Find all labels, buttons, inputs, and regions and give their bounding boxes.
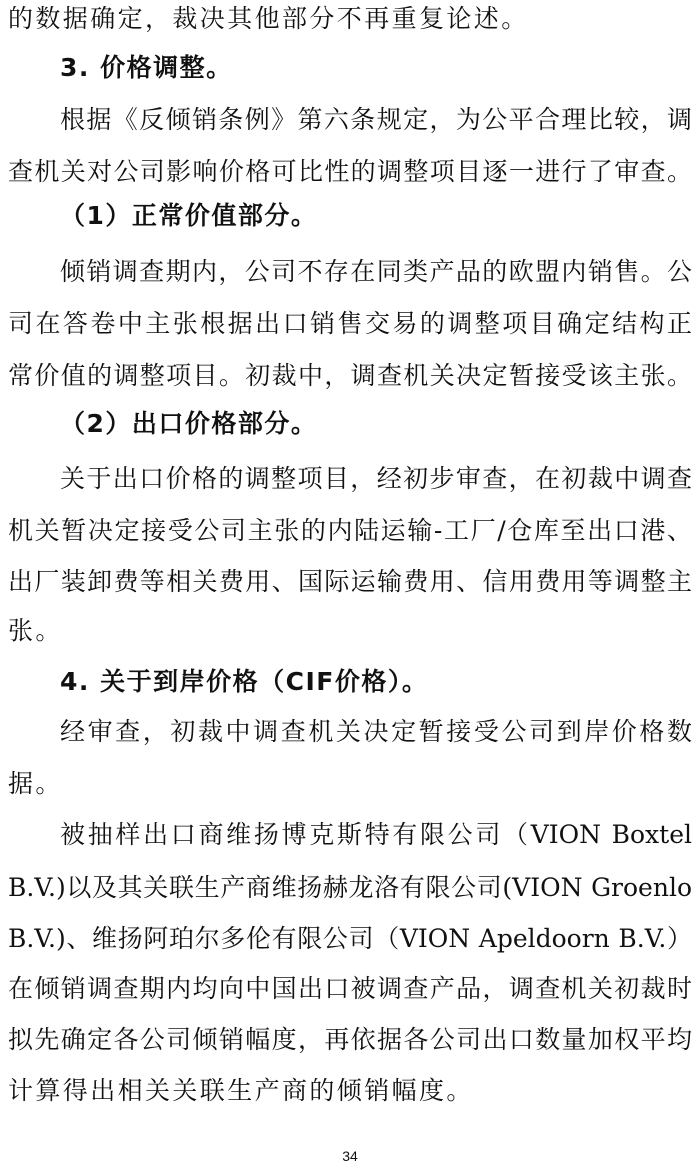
paragraph-line: 被抽样出口商维扬博克斯特有限公司（VION Boxtel [60, 820, 692, 849]
paragraph-line: 根据《反倾销条例》第六条规定，为公平合理比较，调 [60, 105, 692, 134]
paragraph-line: 常价值的调整项目。初裁中，调查机关决定暂接受该主张。 [8, 361, 692, 390]
paragraph-line: 司在答卷中主张根据出口销售交易的调整项目确定结构正 [8, 309, 692, 338]
section-heading-cif-price: 4. 关于到岸价格（CIF价格）。 [60, 667, 429, 696]
paragraph-line: 查机关对公司影响价格可比性的调整项目逐一进行了审查。 [8, 157, 692, 186]
paragraph-line: 机关暂决定接受公司主张的内陆运输-工厂/仓库至出口港、 [8, 516, 692, 545]
paragraph-line: 张。 [8, 616, 63, 645]
paragraph-line: 在倾销调查期内均向中国出口被调查产品，调查机关初裁时 [8, 974, 692, 1003]
paragraph-line: 出厂装卸费等相关费用、国际运输费用、信用费用等调整主 [8, 567, 692, 596]
paragraph-line: 经审查，初裁中调查机关决定暂接受公司到岸价格数 [60, 717, 692, 746]
paragraph-line: B.V.)以及其关联生产商维扬赫龙洛有限公司(VION Groenlo [8, 873, 692, 902]
paragraph-line: 的数据确定，裁决其他部分不再重复论述。 [8, 4, 529, 33]
paragraph-line: 拟先确定各公司倾销幅度，再依据各公司出口数量加权平均 [8, 1025, 692, 1054]
subsection-heading-normal-value: （1）正常价值部分。 [60, 201, 318, 230]
section-heading-price-adjustment: 3. 价格调整。 [60, 53, 233, 82]
paragraph-line: 关于出口价格的调整项目，经初步审查，在初裁中调查 [60, 464, 692, 493]
paragraph-line: 计算得出相关关联生产商的倾销幅度。 [8, 1076, 474, 1105]
subsection-heading-export-price: （2）出口价格部分。 [60, 409, 318, 438]
paragraph-line: B.V.)、维扬阿珀尔多伦有限公司（VION Apeldoorn B.V.） [8, 924, 692, 953]
page-number: 34 [342, 1148, 358, 1164]
paragraph-line: 据。 [8, 769, 63, 798]
paragraph-line: 倾销调查期内，公司不存在同类产品的欧盟内销售。公 [60, 257, 692, 286]
